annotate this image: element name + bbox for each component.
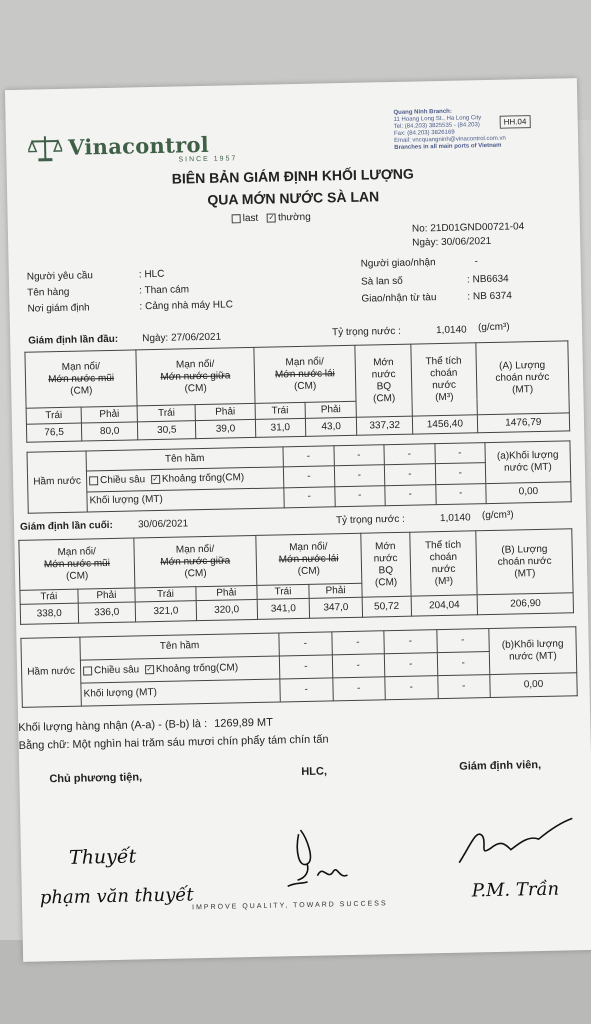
header-line: Thể tích <box>424 539 462 551</box>
header-line: (CM) <box>372 392 396 404</box>
table-cell: - <box>384 653 437 677</box>
mean-draft-header <box>361 532 411 597</box>
header-line: Mớn nước giữa <box>160 369 231 383</box>
table-cell: 204,04 <box>411 595 478 616</box>
header-line: Mớn nước mũi <box>43 557 111 570</box>
option-last-label: last <box>242 212 259 225</box>
goods-value: : Than cám <box>139 284 190 297</box>
table-cell: - <box>436 629 489 653</box>
hlc-label: HLC, <box>301 765 328 779</box>
table-cell: 341,0 <box>257 598 310 619</box>
header-line: Mớn nước lái <box>278 552 339 565</box>
last-survey-label: Giám định lần cuối: <box>19 519 113 533</box>
table-cell: - <box>333 445 384 466</box>
result-in-words: Bằng chữ: Một nghìn hai trăm sáu mươi chín phẩy tám chín tấn <box>18 733 329 752</box>
table-cell: - <box>437 652 490 676</box>
checkbox-ullage[interactable]: ✓ <box>146 665 153 674</box>
table-cell: - <box>384 464 435 485</box>
header-line: Mạn nổi/ <box>61 360 101 373</box>
ullage-label: Khoảng trống(CM) <box>161 472 245 485</box>
document-date: Ngày: 30/06/2021 <box>412 235 492 249</box>
header-line: Mớn nước giữa <box>160 554 231 568</box>
table-cell: - <box>385 484 436 505</box>
tank-label: Hầm nước <box>21 637 81 707</box>
checkbox-thuong[interactable]: ✓ <box>268 214 275 222</box>
scales-logo-icon <box>28 133 63 164</box>
displacement-header <box>475 341 569 415</box>
header-line: (CM) <box>297 565 321 577</box>
starboard-header: Phải <box>305 401 357 418</box>
checkbox-ullage[interactable]: ✓ <box>152 475 159 483</box>
last-survey-date: 30/06/2021 <box>137 518 189 531</box>
tank-water-value: 0,00 <box>486 481 571 503</box>
starboard-header: Phải <box>195 403 255 420</box>
signature-hlc <box>276 823 367 895</box>
tank-water-header <box>485 441 571 483</box>
table-cell: 321,0 <box>135 601 196 622</box>
first-density-unit: (g/cm³) <box>477 321 510 334</box>
header-line: (CM) <box>65 569 89 582</box>
mid-draft-header <box>136 347 255 405</box>
last-density-value: 1,0140 <box>439 512 471 525</box>
bow-draft-header <box>19 538 135 590</box>
table-cell: 39,0 <box>196 419 256 438</box>
company-slogan: IMPROVE QUALITY, TOWARD SUCCESS <box>192 900 388 912</box>
from-ship-value: : NB 6374 <box>467 290 512 303</box>
table-cell: 337,32 <box>357 416 413 435</box>
branch-line: Email: vncquangninh@vinacontrol.com.vn <box>394 135 506 144</box>
table-cell: - <box>331 631 384 655</box>
table-cell: - <box>437 675 490 699</box>
port-header: Trái <box>135 587 196 602</box>
document-subtitle: QUA MỚN NƯỚC SÀ LAN <box>207 188 380 208</box>
first-density-value: 1,0140 <box>435 324 467 337</box>
table-cell: 1456,40 <box>412 415 477 434</box>
header-line: nước <box>373 552 398 564</box>
table-cell: 50,72 <box>362 596 411 617</box>
result-formula: Khối lượng hàng nhận (A-a) - (B-b) là : <box>18 717 208 734</box>
table-cell: - <box>334 485 385 506</box>
barge-value: : NB6634 <box>466 273 509 286</box>
branch-info <box>393 107 554 152</box>
header-line: Mớn <box>374 540 396 552</box>
requester-label: Người yêu cầu <box>26 270 94 283</box>
checkbox-last[interactable] <box>232 214 241 223</box>
table-cell: - <box>279 655 332 679</box>
form-code-badge: HH.04 <box>500 115 531 129</box>
header-line: nước <box>371 368 396 380</box>
table-cell: - <box>434 443 485 464</box>
document-title: BIÊN BẢN GIÁM ĐỊNH KHỐI LƯỢNG <box>171 165 414 187</box>
displacement-header <box>476 529 573 595</box>
header-line: Mớn nước lái <box>274 367 335 380</box>
table-cell: - <box>332 654 385 678</box>
table-cell: - <box>283 446 334 467</box>
bow-draft-header <box>25 350 137 408</box>
port-header: Trái <box>257 584 310 599</box>
tank-water-value: 0,00 <box>490 673 577 698</box>
header-line: (CM) <box>293 380 317 392</box>
stern-draft-header <box>254 345 357 403</box>
depth-label: Chiều sâu <box>100 474 146 487</box>
branch-line: Quang Ninh Branch: <box>393 108 452 116</box>
document-number: No: 21D01GND00721-04 <box>411 221 525 235</box>
header-line: nước (MT) <box>508 650 557 663</box>
table-cell: 338,0 <box>20 603 78 624</box>
table-cell: 43,0 <box>305 417 357 436</box>
checkbox-depth[interactable] <box>83 666 92 675</box>
type-options <box>232 212 311 225</box>
requester-value: : HLC <box>138 268 165 281</box>
vessel-owner-label: Chủ phương tiện, <box>49 771 143 786</box>
signature-vessel-owner-name: phạm văn thuyết <box>39 884 194 909</box>
starboard-header: Phải <box>77 588 135 603</box>
mean-draft-header <box>355 344 412 417</box>
last-density-unit: (g/cm³) <box>481 509 514 522</box>
ullage-label: Khoảng trống(CM) <box>155 662 239 676</box>
company-logo-text: Vinacontrol <box>67 131 210 160</box>
depth-label: Chiều sâu <box>93 664 140 677</box>
branch-line: Fax: (84.203) 3826169 <box>393 129 455 137</box>
header-line: Mớn nước mũi <box>48 372 115 385</box>
header-line: choán <box>430 367 458 379</box>
header-line: (B) Lượng <box>501 543 548 556</box>
branch-line: Tel: (84.203) 3825535 - (84.203) <box>393 122 480 130</box>
signature-vessel-owner: Thuyết <box>68 845 137 869</box>
last-tank-table <box>20 626 577 708</box>
tank-label: Hầm nước <box>27 451 87 513</box>
volume-header <box>411 343 477 416</box>
header-line: (CM) <box>184 382 207 394</box>
first-survey-label: Giám định lần đầu: <box>28 333 119 347</box>
survey-place-value: : Cảng nhà máy HLC <box>139 299 233 313</box>
table-cell: - <box>384 444 435 465</box>
port-header: Trái <box>255 402 306 419</box>
tank-weight-label: Khối lượng (MT) <box>81 679 280 706</box>
header-line: nước <box>432 379 457 391</box>
survey-place-label: Nơi giám định <box>27 302 90 315</box>
checkbox-depth[interactable] <box>89 476 98 485</box>
option-thuong-label: thường <box>277 211 311 224</box>
table-cell: 76,5 <box>26 423 81 442</box>
stern-draft-header <box>255 533 361 585</box>
table-cell: - <box>279 632 332 656</box>
port-header: Trái <box>20 589 78 604</box>
port-header: Trái <box>26 407 81 424</box>
header-line: (M³) <box>435 391 454 403</box>
table-cell: 206,90 <box>478 593 574 615</box>
table-cell: 30,5 <box>138 421 196 440</box>
tank-weight-label: Khối lượng (MT) <box>87 487 284 511</box>
company-since-text: SINCE 1957 <box>178 155 238 164</box>
header-line: (A) Lượng <box>498 359 546 372</box>
starboard-header: Phải <box>81 406 138 423</box>
table-cell: - <box>284 486 335 507</box>
volume-header <box>409 531 477 596</box>
header-line: nước (MT) <box>503 461 552 474</box>
table-cell: 31,0 <box>255 418 306 437</box>
starboard-header: Phải <box>196 585 257 600</box>
header-line: choán nước <box>497 555 552 568</box>
signature-surveyor <box>448 812 579 875</box>
first-tank-table <box>27 440 572 513</box>
table-cell: 347,0 <box>309 597 362 618</box>
first-survey-date: Ngày: 27/06/2021 <box>142 331 222 345</box>
table-cell: - <box>435 483 486 504</box>
table-cell: - <box>283 466 334 487</box>
header-line: Mạn nổi/ <box>57 545 96 558</box>
goods-label: Tên hàng <box>27 286 70 299</box>
last-draft-table <box>18 528 574 625</box>
table-cell: - <box>334 465 385 486</box>
table-cell: 336,0 <box>78 602 136 623</box>
header-line: (CM) <box>184 567 207 579</box>
table-cell: - <box>280 678 333 702</box>
barge-label: Sà lan số <box>360 275 403 288</box>
surveyor-label: Giám định viên, <box>459 759 542 773</box>
table-cell: - <box>385 676 438 700</box>
signature-surveyor-name: P.M. Trần <box>471 878 560 902</box>
table-cell: - <box>332 677 385 701</box>
header-line: choán <box>429 551 458 563</box>
document-page <box>5 78 591 962</box>
first-density-label: Tỷ trọng nước : <box>331 325 402 339</box>
tank-water-header <box>489 627 577 675</box>
tank-name-header: Tên hầm <box>86 447 283 471</box>
port-header: Trái <box>137 405 195 422</box>
deliverer-value: - <box>474 256 479 268</box>
result-formula-line <box>18 717 273 734</box>
header-line: nước <box>431 563 456 575</box>
branch-line: Branches in all main ports of Vietnam <box>394 142 502 151</box>
header-line: (CM) <box>70 384 93 397</box>
header-line: Mạn nổi/ <box>175 543 215 556</box>
header-line: (MT) <box>511 383 534 396</box>
table-cell: 80,0 <box>81 422 138 441</box>
table-cell: - <box>435 463 486 484</box>
header-line: Mạn nổi/ <box>175 358 215 371</box>
header-line: choán nước <box>495 371 550 384</box>
first-draft-table <box>24 340 570 442</box>
header-line: (b)Khối lượng <box>501 638 564 651</box>
table-cell: 1476,79 <box>477 413 570 433</box>
header-line: (a)Khối lượng <box>496 449 559 462</box>
table-cell: 320,0 <box>196 599 257 620</box>
starboard-header: Phải <box>309 583 362 598</box>
deliverer-label: Người giao/nhận <box>360 257 436 270</box>
result-value: 1269,89 MT <box>214 716 273 730</box>
header-line: Thể tích <box>425 355 462 367</box>
header-line: Mớn <box>373 356 394 368</box>
header-line: (M³) <box>434 575 454 587</box>
header-line: (CM) <box>374 576 398 588</box>
header-line: (MT) <box>514 567 536 580</box>
header-line: Mạn nổi/ <box>285 355 324 368</box>
header-line: BQ <box>378 564 394 576</box>
from-ship-label: Giao/nhận từ tàu <box>361 292 437 305</box>
last-density-label: Tỷ trọng nước : <box>335 513 405 527</box>
table-cell: - <box>384 630 437 654</box>
header-line: Mạn nổi/ <box>289 540 328 553</box>
mid-draft-header <box>134 535 257 588</box>
tank-name-header: Tên hầm <box>80 633 279 660</box>
header-line: BQ <box>376 380 392 392</box>
branch-line: 11 Hoang Long St., Ha Long City <box>393 115 482 123</box>
